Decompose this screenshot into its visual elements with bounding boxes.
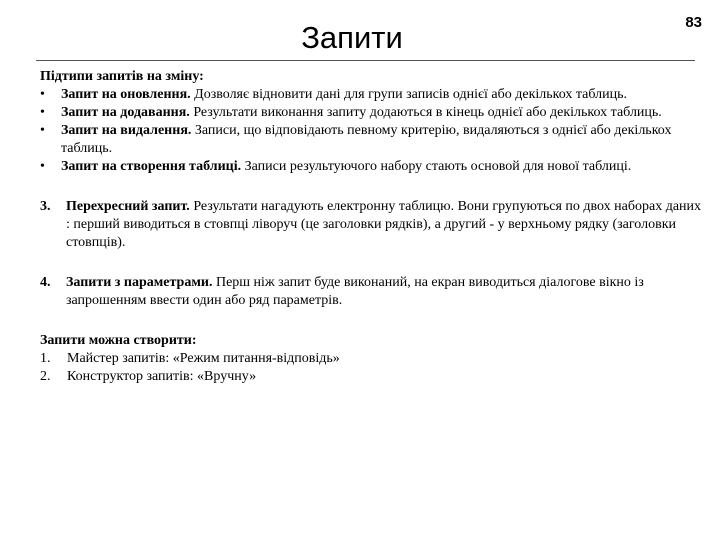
list-item <box>40 122 704 158</box>
bullet-icon: • <box>40 87 45 102</box>
subtypes-heading: Підтипи запитів на зміну: <box>40 69 204 84</box>
list-item <box>40 368 704 386</box>
item-number: 2. <box>40 369 51 384</box>
item-text: Результати нагадують електронну таблицю. Вони групуються по двох наборах даних : перший виводиться в стовпці ліворуч (це заголовки рядків), а другий - у верхньому рядку (заголовки стовпців). <box>66 199 702 250</box>
bullet-icon: • <box>40 105 45 120</box>
item-term: Запит на оновлення. <box>61 87 191 102</box>
item-term: Запит на видалення. <box>61 123 192 138</box>
item-text: Записи результуючого набору стають основой для нової таблиці. <box>241 159 632 174</box>
item-term: Запит на створення таблиці. <box>61 159 242 174</box>
item-term: Запит на додавання. <box>61 105 190 120</box>
parameter-query-item <box>40 274 704 310</box>
slide-title: Запити <box>301 20 403 55</box>
slide-number: 83 <box>685 14 702 31</box>
item-term: Перехресний запит. <box>66 199 190 214</box>
slide-body <box>40 68 704 386</box>
item-number: 3. <box>40 199 51 214</box>
create-heading: Запити можна створити: <box>40 333 197 348</box>
item-text: Майстер запитів: «Режим питання-відповідь» <box>67 351 340 366</box>
item-text: Конструктор запитів: «Вручну» <box>67 369 257 384</box>
crosstab-query-item <box>40 198 704 252</box>
item-text: Дозволяє відновити дані для групи записів однієї або декількох таблиць. <box>190 87 628 102</box>
create-methods-block <box>40 332 704 386</box>
item-number: 4. <box>40 275 51 290</box>
item-text: Перш ніж запит буде виконаний, на екран виводиться діалогове вікно із запрошенням ввести один або ряд параметрів. <box>66 275 644 308</box>
title-divider <box>36 60 695 61</box>
item-number: 1. <box>40 351 51 366</box>
list-item <box>40 158 704 176</box>
item-text: Результати виконання запиту додаються в кінець однієї або декількох таблиць. <box>189 105 662 120</box>
bullet-icon: • <box>40 159 45 174</box>
bullet-icon: • <box>40 123 45 138</box>
list-item <box>40 86 704 104</box>
create-methods-list <box>40 350 704 386</box>
list-item <box>40 350 704 368</box>
list-item <box>40 104 704 122</box>
item-term: Запити з параметрами. <box>66 275 213 290</box>
subtypes-list <box>40 86 704 176</box>
item-text: Записи, що відповідають певному критерію, видаляються з однієї або декількох таблиць. <box>61 123 672 156</box>
